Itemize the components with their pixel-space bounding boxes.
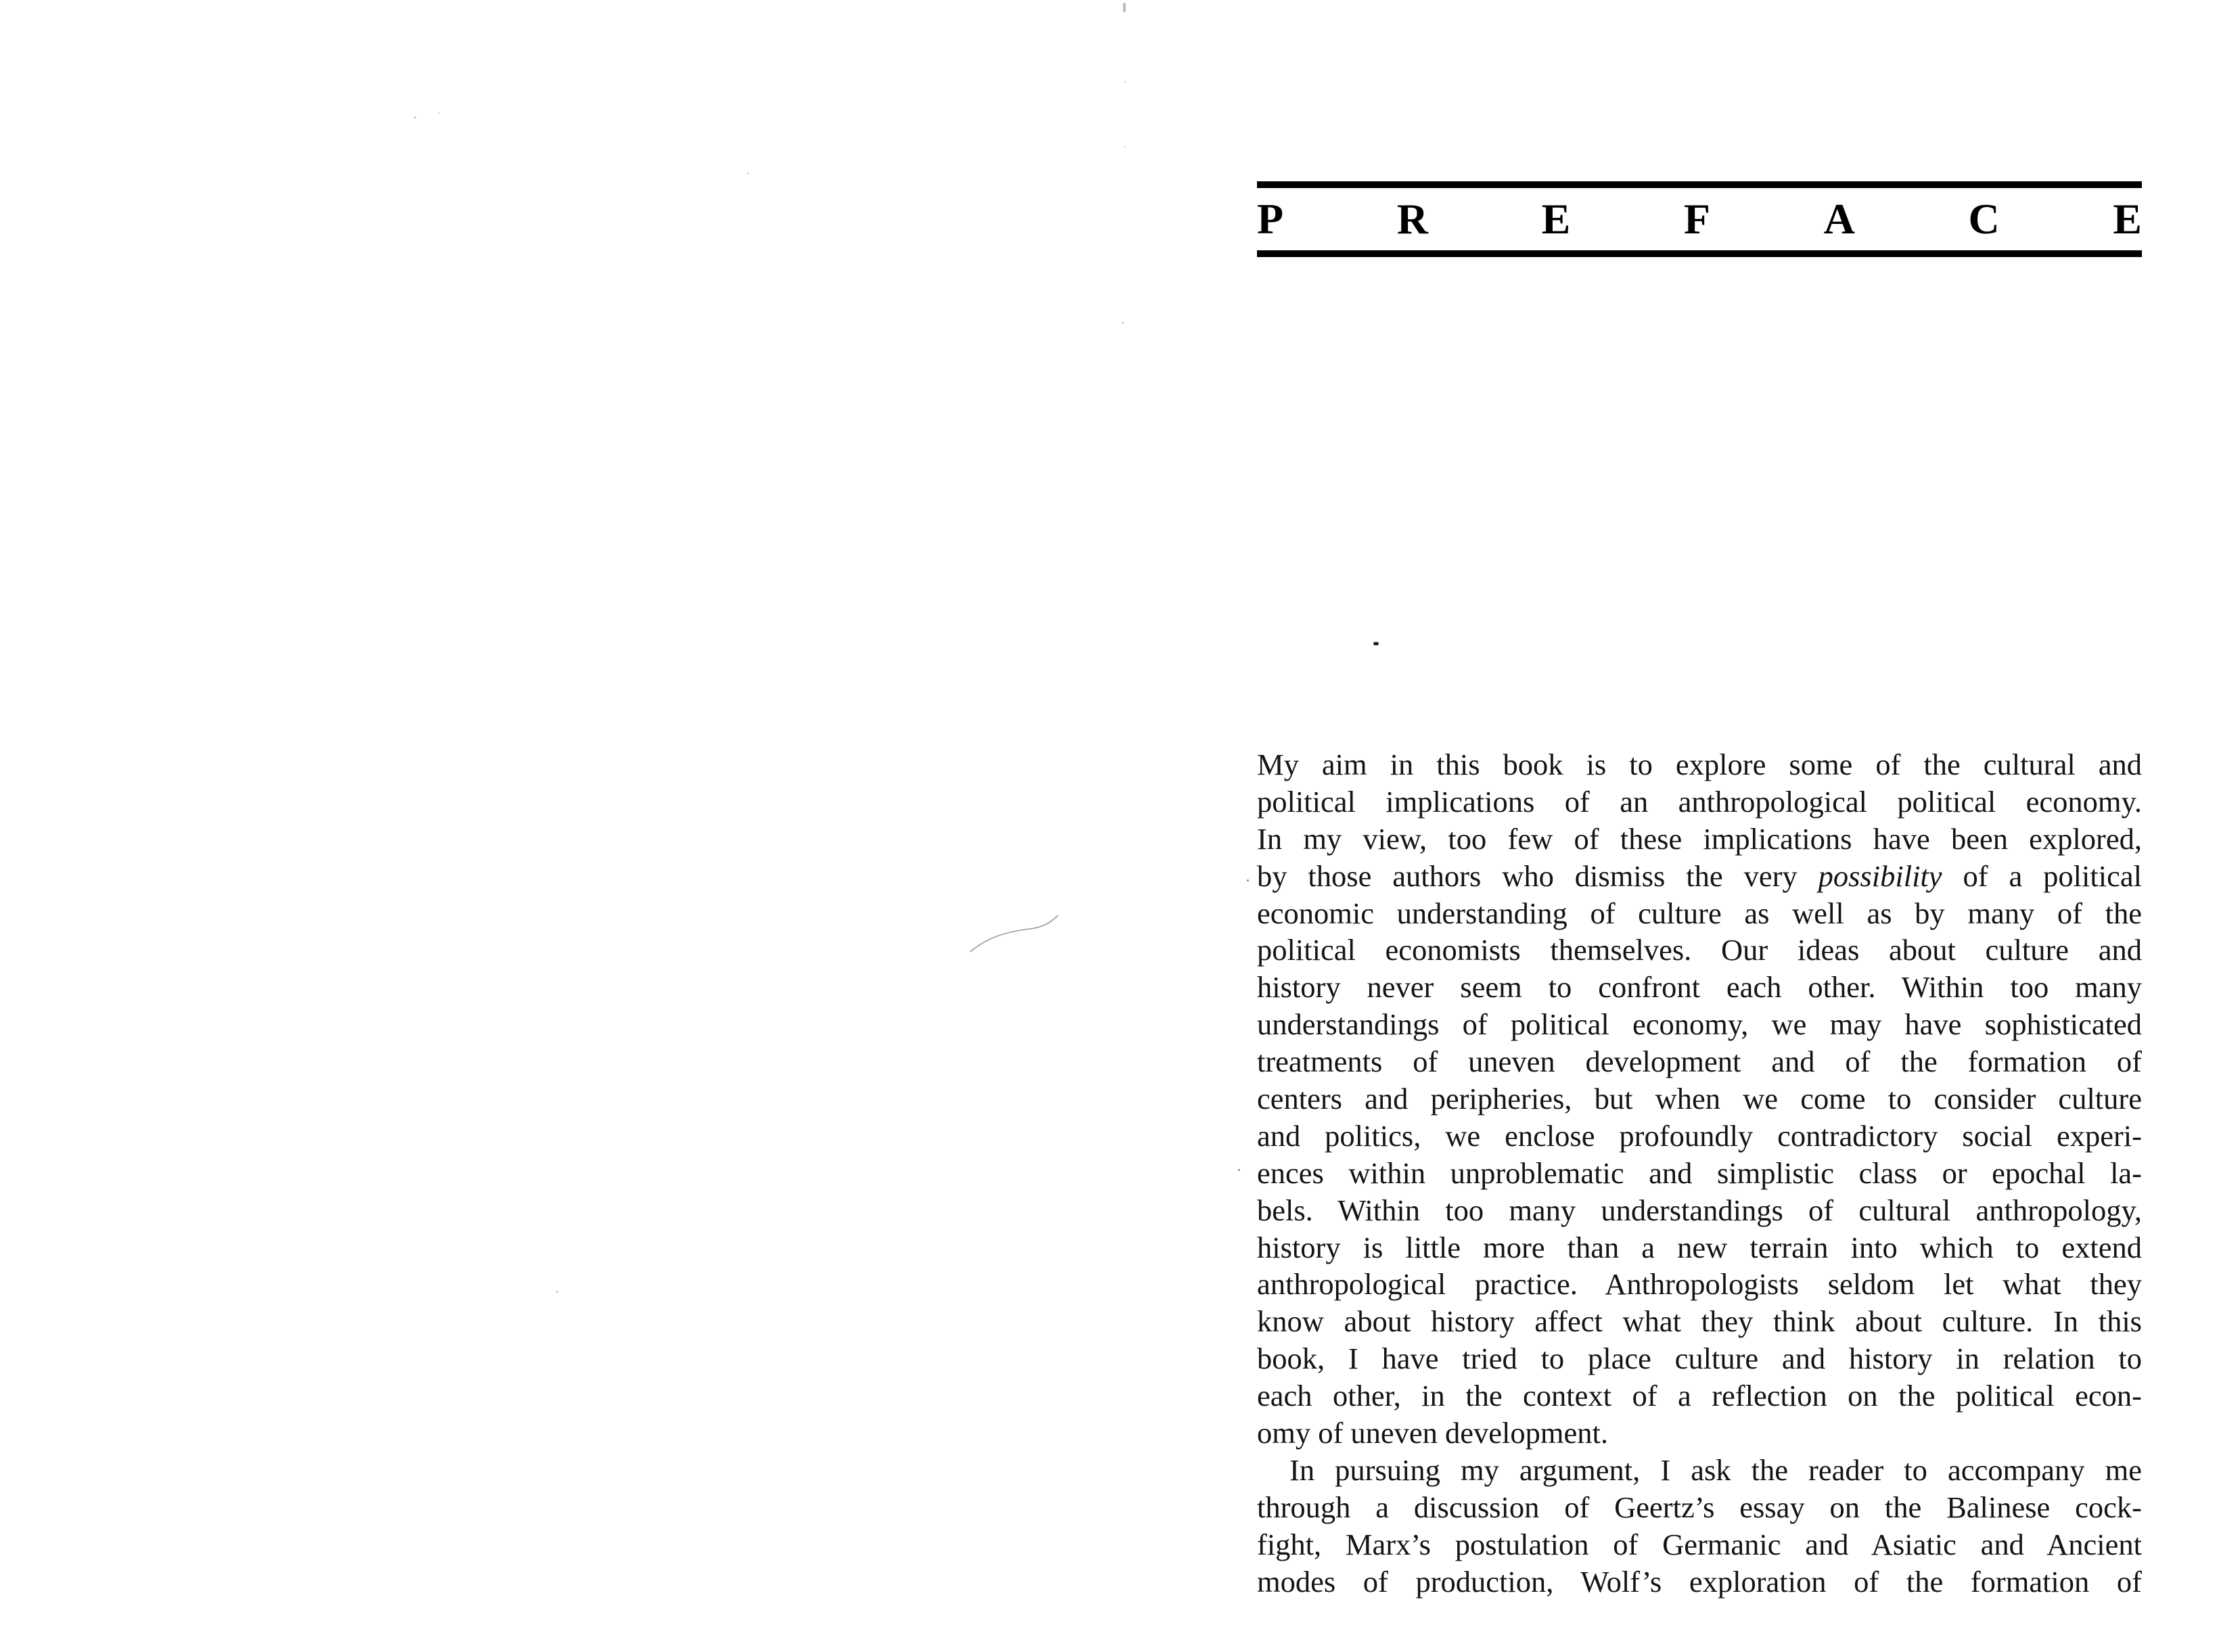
- heading-letter: E: [1541, 195, 1571, 243]
- text-line: understandings of political economy, we may have sophisticated: [1257, 1007, 2142, 1042]
- text-line: centers and peripheries, but when we come to consider culture: [1257, 1082, 2142, 1116]
- paragraph-2: [1257, 1452, 2142, 1601]
- text-line: history is little more than a new terrain into which to extend: [1257, 1230, 2142, 1264]
- scan-speck: [1247, 879, 1249, 881]
- scan-speck: [556, 1291, 558, 1293]
- text-line: bels. Within too many understandings of cultural anthropology,: [1257, 1193, 2142, 1227]
- text-segment: of a political: [1963, 858, 2143, 893]
- preface-body-text: [1257, 746, 2142, 1600]
- heading-letter: R: [1396, 195, 1428, 243]
- text-line: In my view, too few of these implications have been explored,: [1257, 821, 2142, 856]
- paragraph-1: [1257, 746, 2142, 1452]
- heading-letter: P: [1257, 195, 1284, 243]
- text-line: anthropological practice. Anthropologists seldom let what they: [1257, 1267, 2142, 1302]
- text-line: political implications of an anthropological political economy.: [1257, 784, 2142, 819]
- heading-letter: C: [1968, 195, 2000, 243]
- heading-bottom-rule: [1257, 250, 2142, 257]
- heading-letter: E: [2113, 195, 2142, 243]
- scan-speck: [748, 173, 749, 175]
- text-line: political economists themselves. Our ideas about culture and: [1257, 933, 2142, 967]
- text-line: and politics, we enclose profoundly contradictory social experi-: [1257, 1118, 2142, 1153]
- text-segment: by those authors who dismiss the very: [1257, 858, 1798, 893]
- heading-letter: A: [1823, 195, 1855, 243]
- text-line-with-emphasis: [1257, 858, 2142, 895]
- text-line: know about history affect what they think about culture. In this: [1257, 1304, 2142, 1339]
- text-line: My aim in this book is to explore some of the cultural and: [1257, 748, 2142, 781]
- text-line: each other, in the context of a reflection on the political econ-: [1257, 1379, 2142, 1413]
- heading-title: [1257, 188, 2142, 250]
- text-line: ences within unproblematic and simplistic class or epochal la-: [1257, 1155, 2142, 1190]
- scan-speck: [1238, 1169, 1240, 1171]
- text-line: In pursuing my argument, I ask the reader to accompany me: [1289, 1452, 2142, 1487]
- text-line: history never seem to confront each other. Within too many: [1257, 970, 2142, 1005]
- chapter-heading: [1257, 181, 2142, 257]
- scan-speck: [438, 112, 440, 114]
- text-line: fight, Marx’s postulation of Germanic and Asiatic and Ancient: [1257, 1527, 2142, 1561]
- text-line: book, I have tried to place culture and history in relation to: [1257, 1341, 2142, 1376]
- scan-speck: [414, 116, 416, 118]
- text-line: omy of uneven development.: [1257, 1416, 1609, 1450]
- ink-dot-mark: [1373, 642, 1379, 645]
- text-line: treatments of uneven development and of the formation of: [1257, 1045, 2142, 1079]
- pencil-stroke-mark: [967, 910, 1062, 957]
- heading-letter: F: [1683, 195, 1710, 243]
- text-line: economic understanding of culture as well as by many of the: [1257, 896, 2142, 930]
- heading-top-rule: [1257, 181, 2142, 188]
- text-line: modes of production, Wolf’s exploration of the formation of: [1257, 1564, 2142, 1599]
- text-line: through a discussion of Geertz’s essay on the Balinese cock-: [1257, 1490, 2142, 1524]
- emphasized-word: possibility: [1818, 858, 1942, 893]
